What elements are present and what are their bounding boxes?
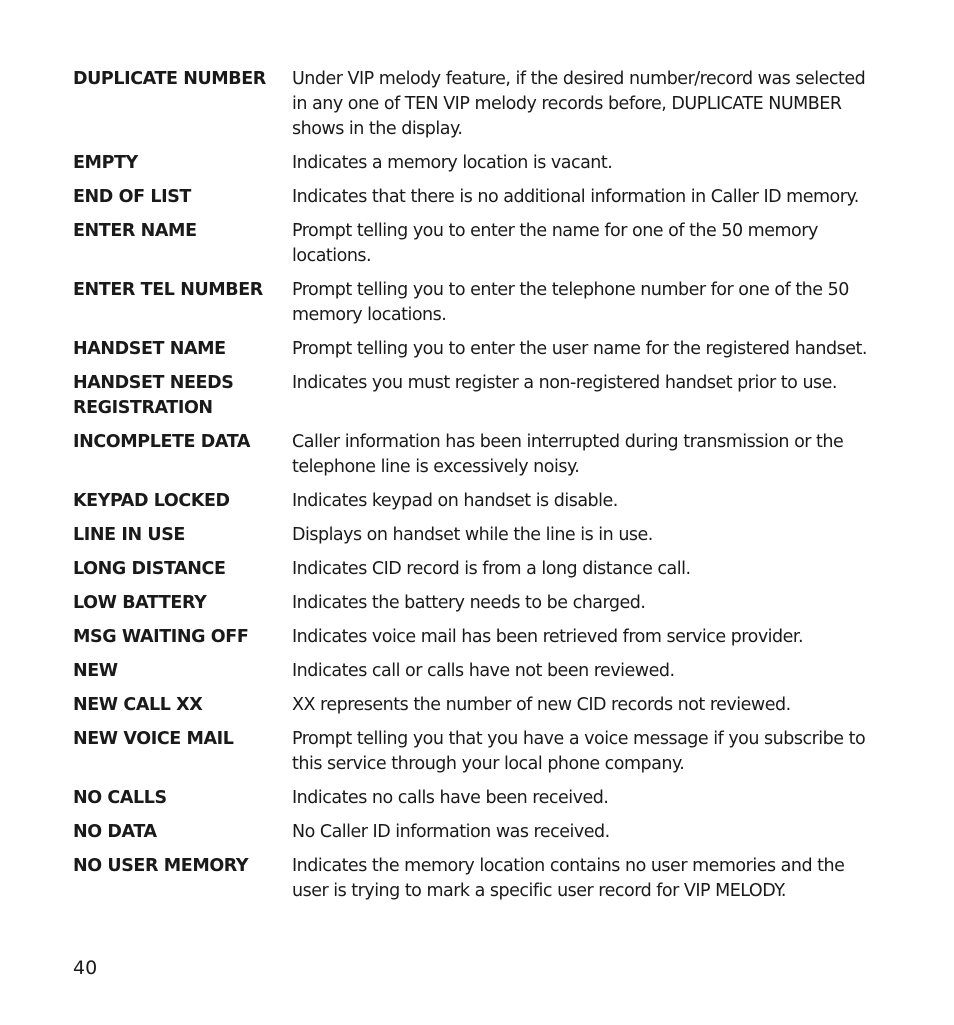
entry-term: ENTER TEL NUMBER <box>73 280 263 300</box>
entry-definition: Caller information has been interrupted during transmission or the telephone line is excessively noisy. <box>292 432 844 477</box>
glossary-entry <box>73 67 883 142</box>
glossary-list <box>73 67 883 913</box>
entry-term: LONG DISTANCE <box>73 559 226 579</box>
glossary-entry <box>73 489 883 514</box>
entry-definition: Indicates keypad on handset is disable. <box>292 491 618 511</box>
glossary-entry <box>73 693 883 718</box>
entry-term: INCOMPLETE DATA <box>73 432 251 452</box>
glossary-entry <box>73 371 883 421</box>
entry-definition: Indicates a memory location is vacant. <box>292 153 613 173</box>
entry-definition: Indicates no calls have been received. <box>292 788 609 808</box>
entry-definition: Indicates you must register a non-registered handset prior to use. <box>292 373 837 393</box>
entry-term: NEW VOICE MAIL <box>73 729 234 749</box>
entry-definition: Prompt telling you that you have a voice message if you subscribe to this service through your local phone company. <box>292 729 866 774</box>
entry-term: ENTER NAME <box>73 221 197 241</box>
entry-term: NO USER MEMORY <box>73 856 249 876</box>
entry-definition: Indicates the battery needs to be charged. <box>292 593 646 613</box>
entry-term: HANDSET NEEDS REGISTRATION <box>73 373 234 418</box>
entry-definition: Prompt telling you to enter the name for one of the 50 memory locations. <box>292 221 818 266</box>
entry-definition: Displays on handset while the line is in use. <box>292 525 653 545</box>
entry-term: LOW BATTERY <box>73 593 207 613</box>
glossary-entry <box>73 219 883 269</box>
glossary-entry <box>73 786 883 811</box>
entry-definition: Indicates call or calls have not been reviewed. <box>292 661 675 681</box>
entry-definition: Under VIP melody feature, if the desired number/record was selected in any one of TEN VIP melody records before, DUPLICATE NUMBER shows in the display. <box>292 69 866 139</box>
glossary-entry <box>73 523 883 548</box>
entry-definition: Indicates the memory location contains no user memories and the user is trying to mark a specific user record for VIP MELODY. <box>292 856 845 901</box>
glossary-entry <box>73 854 883 904</box>
entry-term: LINE IN USE <box>73 525 185 545</box>
entry-term: MSG WAITING OFF <box>73 627 249 647</box>
glossary-entry <box>73 820 883 845</box>
entry-term: HANDSET NAME <box>73 339 226 359</box>
glossary-entry <box>73 625 883 650</box>
page-number: 40 <box>73 957 98 979</box>
entry-term: EMPTY <box>73 153 138 173</box>
entry-term: NO DATA <box>73 822 157 842</box>
glossary-entry <box>73 278 883 328</box>
glossary-entry <box>73 557 883 582</box>
entry-definition: XX represents the number of new CID records not reviewed. <box>292 695 791 715</box>
glossary-entry <box>73 151 883 176</box>
entry-term: NEW <box>73 661 118 681</box>
entry-term: END OF LIST <box>73 187 191 207</box>
glossary-entry <box>73 337 883 362</box>
entry-term: NEW CALL XX <box>73 695 203 715</box>
entry-definition: Indicates voice mail has been retrieved from service provider. <box>292 627 804 647</box>
entry-definition: No Caller ID information was received. <box>292 822 610 842</box>
glossary-entry <box>73 659 883 684</box>
entry-definition: Indicates that there is no additional information in Caller ID memory. <box>292 187 859 207</box>
glossary-entry <box>73 727 883 777</box>
glossary-entry <box>73 430 883 480</box>
glossary-entry <box>73 591 883 616</box>
glossary-entry <box>73 185 883 210</box>
entry-definition: Indicates CID record is from a long distance call. <box>292 559 691 579</box>
entry-definition: Prompt telling you to enter the user name for the registered handset. <box>292 339 867 359</box>
entry-term: DUPLICATE NUMBER <box>73 69 266 89</box>
entry-term: NO CALLS <box>73 788 167 808</box>
entry-definition: Prompt telling you to enter the telephone number for one of the 50 memory locations. <box>292 280 849 325</box>
entry-term: KEYPAD LOCKED <box>73 491 230 511</box>
